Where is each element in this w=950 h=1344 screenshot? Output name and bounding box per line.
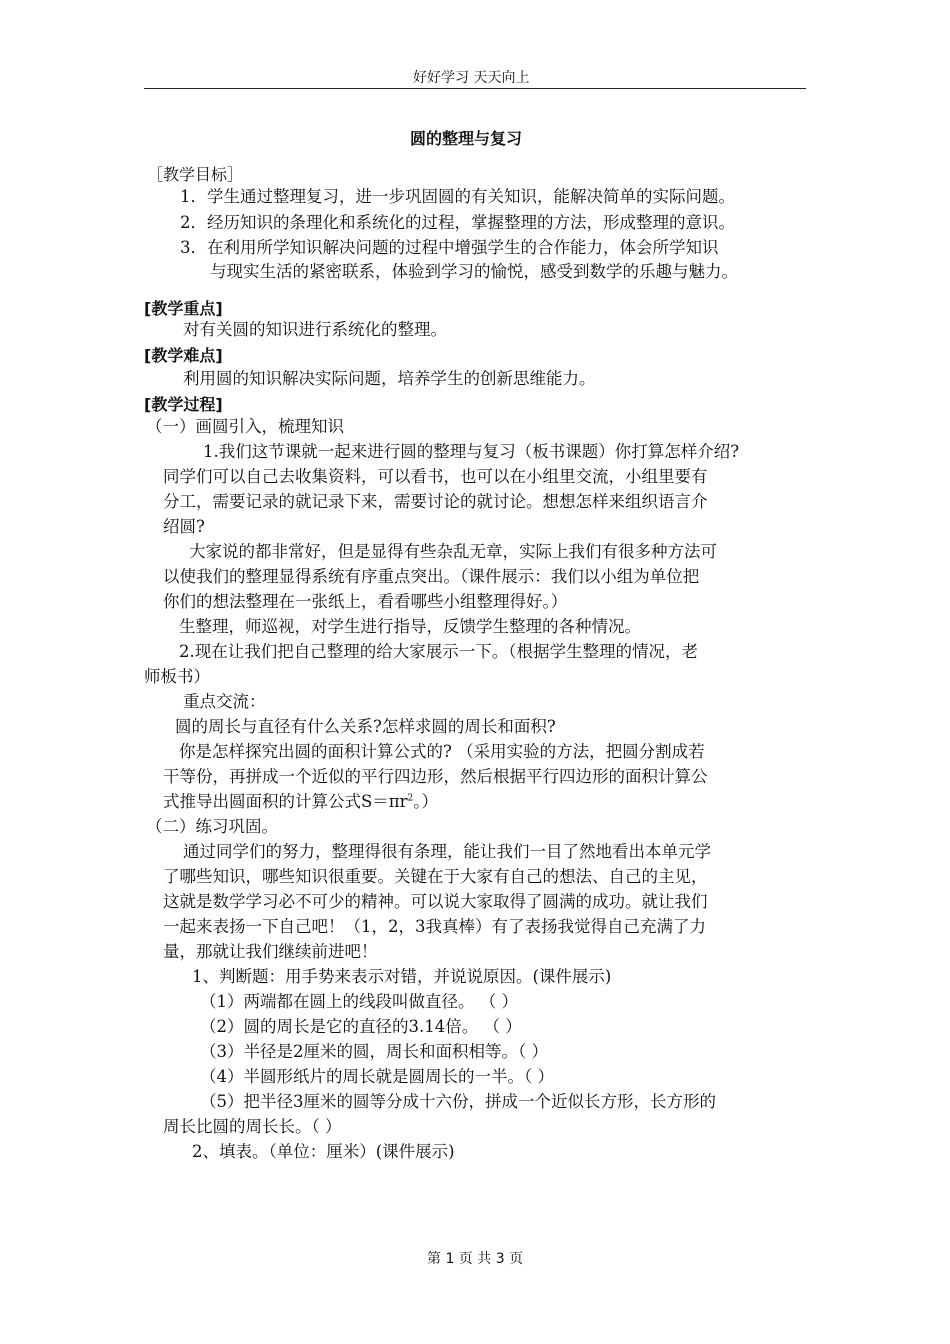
- para8-line1: 通过同学们的努力，整理得很有条理，能让我们一目了然地看出本单元学: [183, 842, 711, 861]
- key-points-heading: [教学重点]: [144, 299, 223, 318]
- question1-item1: （1）两端都在圆上的线段叫做直径。 （ ）: [200, 992, 518, 1011]
- para4-line1: 2.现在让我们把自己整理的给大家展示一下。（根据学生整理的情况，老: [179, 642, 698, 661]
- part1-title: （一）画圆引入，梳理知识: [146, 417, 344, 436]
- para7-line3: [163, 790, 438, 814]
- formula-text: 式推导出圆面积的计算公式S＝πr: [163, 792, 408, 811]
- para8-line2: 了哪些知识，哪些知识很重要。关键在于大家有自己的想法、自己的主见，: [163, 867, 708, 886]
- question1-item5-line2: 周长比圆的周长长。（ ）: [163, 1117, 342, 1136]
- para2-line1: 大家说的都非常好，但是显得有些杂乱无章，实际上我们有很多种方法可: [189, 542, 717, 561]
- difficulties-heading: [教学难点]: [144, 346, 223, 365]
- para1-line1: 1.我们这节课就一起来进行圆的整理与复习（板书课题）你打算怎样介绍?: [203, 442, 740, 461]
- objective-2: 2．经历知识的条理化和系统化的过程，掌握整理的方法，形成整理的意识。: [180, 213, 735, 232]
- formula-exponent: 2: [407, 793, 414, 804]
- part2-title: （二）练习巩固。: [146, 817, 278, 836]
- question1-item4: （4）半圆形纸片的周长就是圆周长的一半。（ ）: [200, 1067, 554, 1086]
- para8-line5: 量，那就让我们继续前进吧！: [163, 942, 378, 961]
- para8-line3: 这就是数学学习必不可少的精神。可以说大家取得了圆满的成功。就让我们: [163, 892, 708, 911]
- para7-line1: 你是怎样探究出圆的面积计算公式的? （采用实验的方法，把圆分割成若: [179, 742, 705, 761]
- para2-line2: 以使我们的整理显得系统有序重点突出。（课件展示：我们以小组为单位把: [163, 567, 700, 586]
- page-footer: 第 1 页 共 3 页: [427, 1251, 524, 1267]
- question1-item2: （2）圆的周长是它的直径的3.14倍。 （ ）: [200, 1017, 522, 1036]
- objectives-heading: ［教学目标］: [147, 165, 244, 184]
- para4-line2: 师板书）: [144, 667, 210, 686]
- para1-line4: 绍圆?: [163, 517, 205, 536]
- question1-title: 1、判断题：用手势来表示对错，并说说原因。(课件展示): [192, 967, 612, 986]
- process-heading: [教学过程]: [144, 395, 223, 414]
- objective-1: 1．学生通过整理复习，进一步巩固圆的有关知识，能解决简单的实际问题。: [180, 187, 735, 206]
- para2-line3: 你们的想法整理在一张纸上，看看哪些小组整理得好。）: [163, 592, 568, 611]
- question1-item5-line1: （5）把半径3厘米的圆等分成十六份，拼成一个近似长方形，长方形的: [200, 1092, 716, 1111]
- page-header: 好好学习 天天向上: [413, 70, 530, 86]
- key-points-text: 对有关圆的知识进行系统化的整理。: [183, 320, 447, 339]
- header-rule: [144, 88, 806, 89]
- objective-3-line1: 3．在利用所学知识解决问题的过程中增强学生的合作能力，体会所学知识: [180, 238, 719, 257]
- para1-line2: 同学们可以自己去收集资料，可以看书，也可以在小组里交流，小组里要有: [163, 467, 708, 486]
- objective-3-line2: 与现实生活的紧密联系，体验到学习的愉悦，感受到数学的乐趣与魅力。: [210, 262, 738, 281]
- para8-line4: 一起来表扬一下自己吧！（1，2，3我真棒）有了表扬我觉得自己充满了力: [163, 917, 706, 936]
- para3: 生整理，师巡视，对学生进行指导，反馈学生整理的各种情况。: [179, 617, 641, 636]
- difficulties-text: 利用圆的知识解决实际问题，培养学生的创新思维能力。: [183, 369, 596, 388]
- para6: 圆的周长与直径有什么关系?怎样求圆的周长和面积?: [175, 717, 556, 736]
- para7-line2: 干等份，再拼成一个近似的平行四边形，然后根据平行四边形的面积计算公: [163, 767, 708, 786]
- document-title: 圆的整理与复习: [410, 129, 523, 148]
- question1-item3: （3）半径是2厘米的圆，周长和面积相等。（ ）: [200, 1042, 548, 1061]
- formula-end: 。）: [413, 792, 439, 811]
- para5: 重点交流：: [183, 692, 266, 711]
- question2-title: 2、填表。（单位：厘米）(课件展示): [192, 1142, 455, 1161]
- para1-line3: 分工，需要记录的就记录下来，需要讨论的就讨论。想想怎样来组织语言介: [163, 492, 708, 511]
